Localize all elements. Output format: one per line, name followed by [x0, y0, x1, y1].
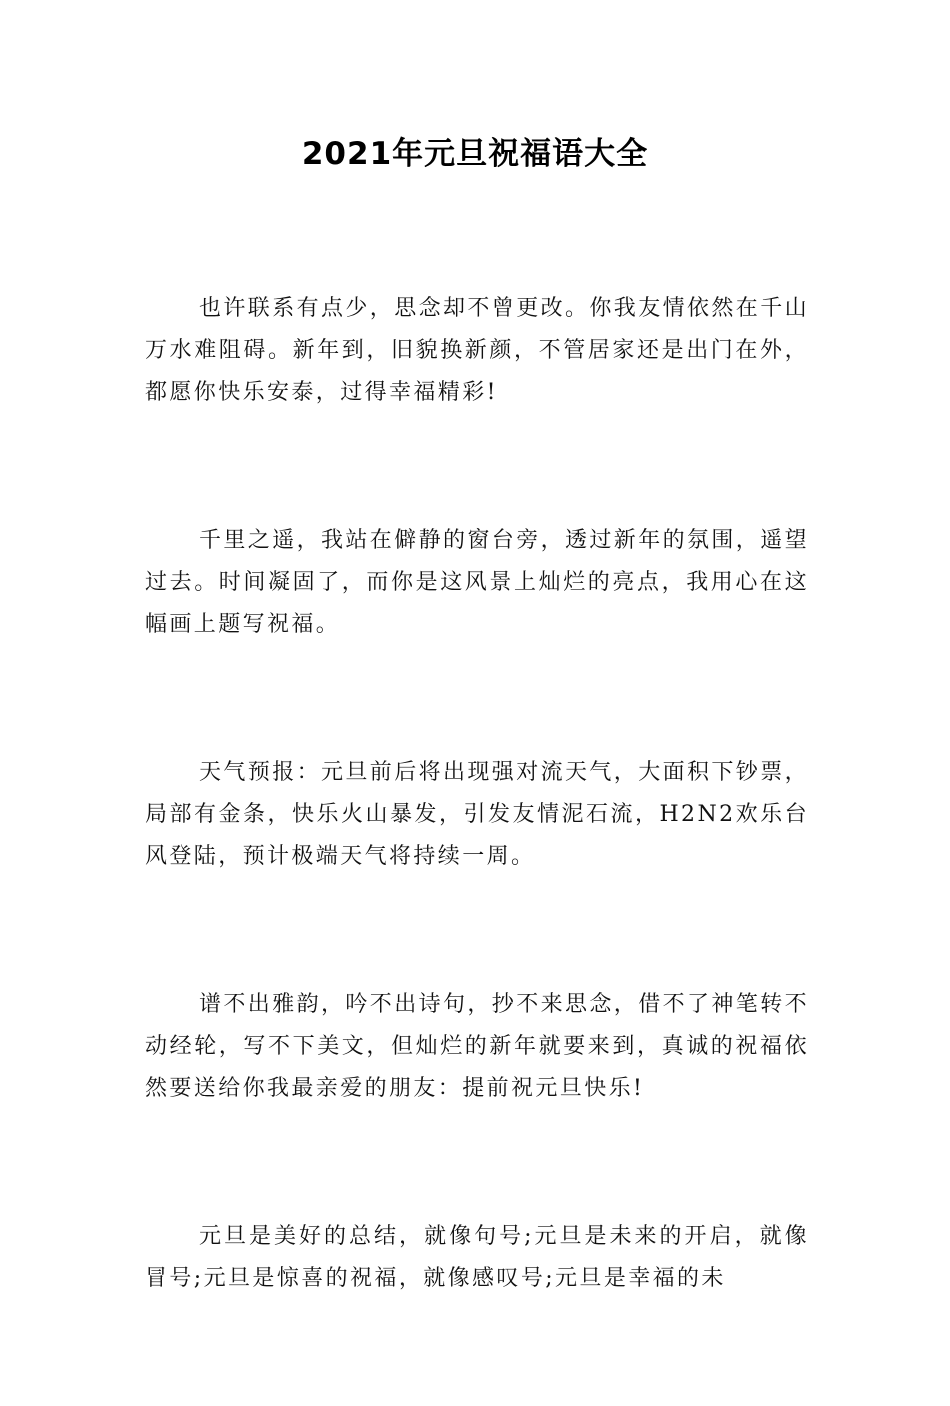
document-body	[145, 288, 809, 1406]
paragraph-2: 千里之遥，我站在僻静的窗台旁，透过新年的氛围，遥望过去。时间凝固了，而你是这风景上灿烂的亮点，我用心在这幅画上题写祝福。	[145, 528, 810, 637]
document-title: 2021年元旦祝福语大全	[301, 136, 649, 172]
paragraph-5: 元旦是美好的总结，就像句号;元旦是未来的开启，就像冒号;元旦是惊喜的祝福，就像感叹号;元旦是幸福的未	[145, 1224, 809, 1291]
paragraph-1: 也许联系有点少，思念却不曾更改。你我友情依然在千山万水难阻碍。新年到，旧貌换新颜，不管居家还是出门在外，都愿你快乐安泰，过得幸福精彩!	[145, 296, 810, 405]
paragraph-3: 天气预报：元旦前后将出现强对流天气，大面积下钞票，局部有金条，快乐火山暴发，引发友情泥石流，H2N2欢乐台风登陆，预计极端天气将持续一周。	[145, 760, 810, 869]
paragraph-4: 谱不出雅韵，吟不出诗句，抄不来思念，借不了神笔转不动经轮，写不下美文，但灿烂的新年就要来到，真诚的祝福依然要送给你我最亲爱的朋友：提前祝元旦快乐!	[145, 992, 810, 1101]
